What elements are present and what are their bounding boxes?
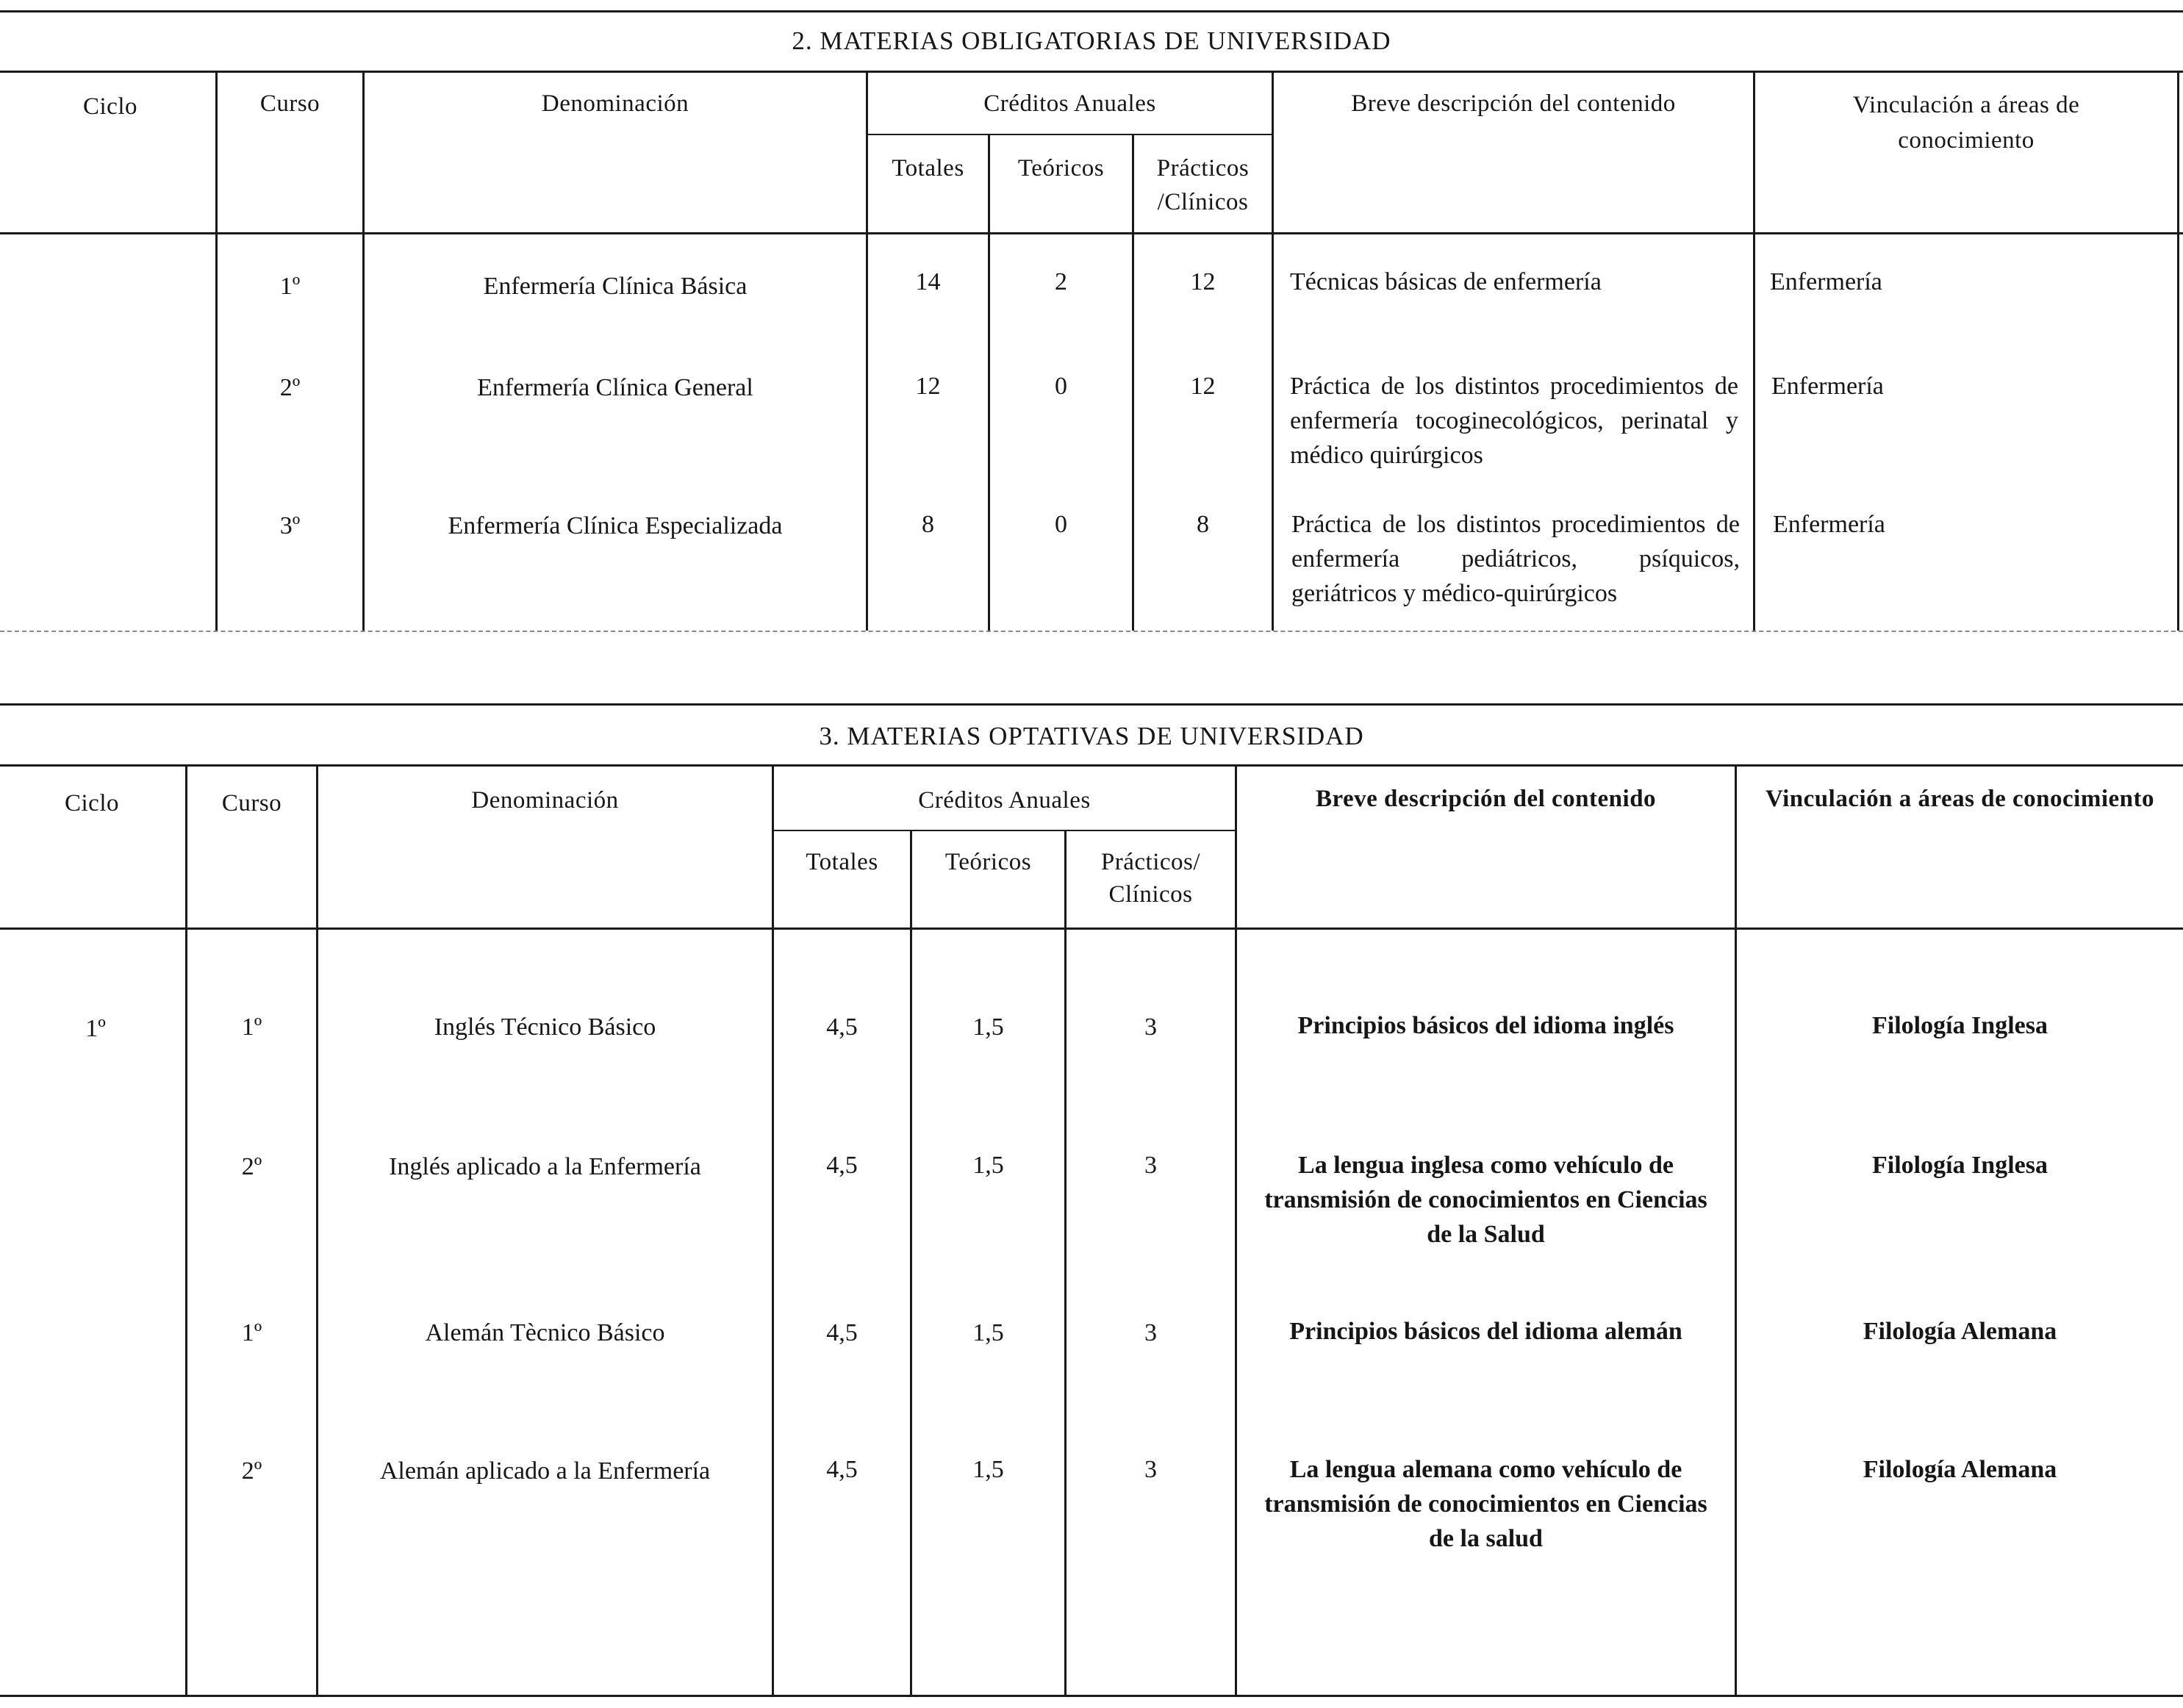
- header-denominacion: Denominación: [541, 90, 689, 117]
- row2-denominacion: Inglés aplicado a la Enfermería: [389, 1153, 701, 1180]
- row3-denominacion: Enfermería Clínica Especializada: [448, 512, 783, 539]
- rule-line: [772, 830, 1236, 831]
- row4-curso: 2º: [241, 1457, 262, 1485]
- row3-teoricos: 0: [1055, 511, 1067, 538]
- column-divider: [185, 766, 187, 1695]
- section-title: 3. MATERIAS OPTATIVAS DE UNIVERSIDAD: [819, 722, 1364, 750]
- header-vinculacion: Vinculación a áreas de conocimiento: [1766, 786, 2154, 812]
- row1-denominacion: Enfermería Clínica Básica: [483, 273, 748, 300]
- row1-teoricos: 1,5: [972, 1013, 1004, 1041]
- row2-curso: 2º: [279, 374, 301, 401]
- row1-totales: 14: [915, 268, 941, 295]
- header-ciclo: Ciclo: [65, 790, 119, 817]
- header-practicos: Prácticos: [1156, 155, 1250, 182]
- rule-line: [866, 134, 1272, 135]
- column-divider: [2177, 72, 2179, 631]
- header-totales: Totales: [892, 155, 964, 182]
- row1-vinculacion: Filología Inglesa: [1872, 1012, 2048, 1039]
- rule-line: [0, 71, 2183, 73]
- row4-denominacion: Alemán aplicado a la Enfermería: [379, 1457, 711, 1485]
- row4-teoricos: 1,5: [972, 1456, 1004, 1483]
- rule-line: [0, 1695, 2183, 1697]
- header-creditos-anuales: Créditos Anuales: [983, 90, 1156, 117]
- header-descripcion: Breve descripción del contenido: [1351, 90, 1676, 117]
- row3-vinculacion: Filología Alemana: [1863, 1318, 2057, 1345]
- header-teoricos: Teóricos: [1017, 155, 1105, 182]
- row1-denominacion: Inglés Técnico Básico: [434, 1013, 656, 1041]
- row1-practicos: 3: [1144, 1013, 1157, 1041]
- row2-denominacion: Enfermería Clínica General: [477, 374, 753, 401]
- column-divider: [1235, 766, 1237, 1695]
- materias-optativas-table: [0, 698, 2183, 1708]
- column-divider: [362, 72, 365, 631]
- rule-line: [0, 703, 2183, 706]
- header-practicos: Prácticos/: [1100, 849, 1201, 875]
- row3-totales: 8: [922, 511, 934, 538]
- row3-descripcion: Principios básicos del idioma alemán: [1289, 1318, 1682, 1345]
- column-divider: [215, 72, 218, 631]
- row1-curso: 1º: [241, 1013, 262, 1041]
- row2-totales: 4,5: [826, 1152, 858, 1179]
- row3-practicos: 8: [1197, 511, 1209, 538]
- row1-vinculacion: Enfermería: [1770, 268, 1882, 295]
- rule-line: [0, 10, 2183, 12]
- row3-curso: 1º: [241, 1319, 262, 1346]
- rule-line: [0, 631, 2183, 632]
- row2-vinculacion: Filología Inglesa: [1872, 1152, 2048, 1179]
- row2-practicos: 3: [1144, 1152, 1157, 1179]
- row3-descripcion: Práctica de los distintos procedimientos de enfermería pediátricos, psíquicos, geriátricos y médico-quirúrgicos: [1291, 511, 1740, 607]
- header-creditos-anuales: Créditos Anuales: [918, 787, 1091, 814]
- header-teoricos: Teóricos: [944, 849, 1032, 875]
- header-denominacion: Denominación: [471, 787, 619, 814]
- header-curso: Curso: [259, 90, 320, 117]
- row1-teoricos: 2: [1055, 268, 1067, 295]
- header-vinculacion-line2: conocimiento: [1898, 127, 2035, 154]
- column-divider: [1272, 72, 1274, 631]
- column-divider: [1064, 830, 1067, 1695]
- header-clinicos: Clínicos: [1108, 881, 1193, 908]
- row1-practicos: 12: [1190, 268, 1216, 295]
- row3-curso: 3º: [279, 512, 301, 539]
- row3-totales: 4,5: [826, 1319, 858, 1346]
- header-vinculacion: Vinculación a áreas de: [1852, 92, 2080, 118]
- header-ciclo: Ciclo: [83, 93, 137, 120]
- row4-totales: 4,5: [826, 1456, 858, 1483]
- rule-line: [0, 232, 2183, 234]
- column-divider: [772, 766, 774, 1695]
- row2-teoricos: 0: [1055, 373, 1067, 400]
- header-totales: Totales: [806, 849, 878, 875]
- column-divider: [910, 830, 912, 1695]
- row3-teoricos: 1,5: [972, 1319, 1004, 1346]
- row2-practicos: 12: [1190, 373, 1216, 400]
- column-divider: [1735, 766, 1737, 1695]
- row1-totales: 4,5: [826, 1013, 858, 1041]
- materias-obligatorias-table: [0, 0, 2183, 639]
- row4-descripcion: La lengua alemana como vehículo de transmisión de conocimientos en Ciencias de la salud: [1264, 1456, 1707, 1552]
- row1-descripcion: Técnicas básicas de enfermería: [1290, 268, 1602, 295]
- header-clinicos: /Clínicos: [1157, 189, 1249, 215]
- header-curso: Curso: [221, 790, 282, 817]
- row3-vinculacion: Enfermería: [1773, 511, 1885, 538]
- header-descripcion: Breve descripción del contenido: [1315, 786, 1657, 812]
- rule-line: [0, 764, 2183, 767]
- row4-vinculacion: Filología Alemana: [1863, 1456, 2057, 1483]
- row3-practicos: 3: [1144, 1319, 1157, 1346]
- row2-descripcion: La lengua inglesa como vehículo de transmisión de conocimientos en Ciencias de la Salud: [1264, 1152, 1707, 1248]
- row1-descripcion: Principios básicos del idioma inglés: [1297, 1012, 1674, 1039]
- row4-practicos: 3: [1144, 1456, 1157, 1483]
- row2-totales: 12: [915, 373, 941, 400]
- row3-denominacion: Alemán Tècnico Básico: [425, 1319, 665, 1346]
- row2-curso: 2º: [241, 1153, 262, 1180]
- row1-curso: 1º: [279, 273, 301, 300]
- row1-ciclo: 1º: [85, 1015, 106, 1042]
- row2-vinculacion: Enfermería: [1771, 373, 1884, 400]
- row2-teoricos: 1,5: [972, 1152, 1004, 1179]
- column-divider: [316, 766, 318, 1695]
- row2-descripcion: Práctica de los distintos procedimientos de enfermería tocoginecológicos, perinatal y médico quirúrgicos: [1290, 373, 1738, 469]
- section-title: 2. MATERIAS OBLIGATORIAS DE UNIVERSIDAD: [792, 26, 1391, 55]
- rule-line: [0, 927, 2183, 930]
